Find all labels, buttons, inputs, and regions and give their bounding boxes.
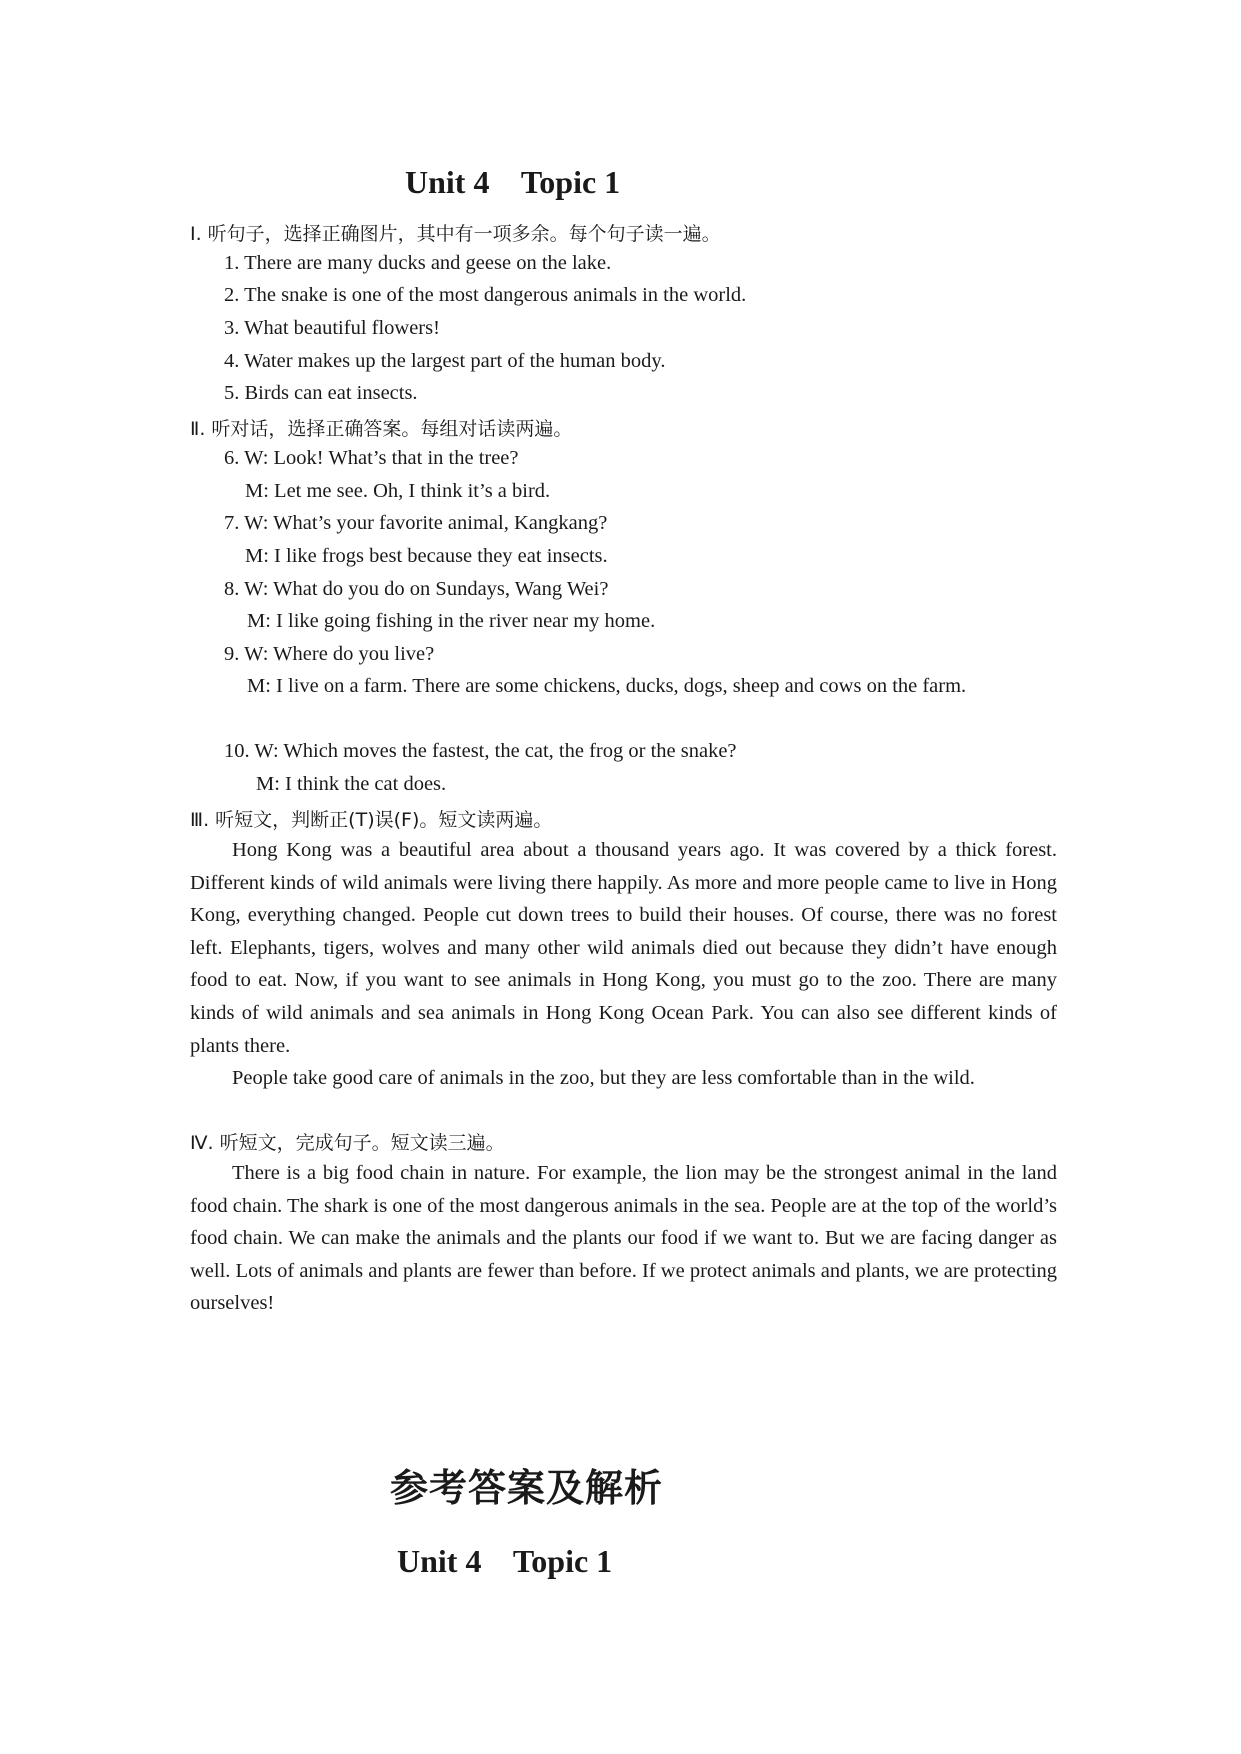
answers-title: 参考答案及解析 bbox=[390, 1465, 664, 1510]
list-item: 1. There are many ducks and geese on the lake. bbox=[224, 252, 612, 274]
section-3-heading: Ⅲ. 听短文，判断正(T)误(F)。短文读两遍。 bbox=[190, 809, 553, 831]
page-title: Unit 4 Topic 1 bbox=[405, 164, 621, 200]
answers-subtitle: Unit 4 Topic 1 bbox=[397, 1543, 613, 1579]
dialog-woman-line: 8. W: What do you do on Sundays, Wang Wei? bbox=[224, 578, 609, 600]
list-item: 2. The snake is one of the most dangerous animals in the world. bbox=[224, 284, 747, 306]
dialog-woman-line: 6. W: Look! What’s that in the tree? bbox=[224, 447, 519, 469]
list-item: 5. Birds can eat insects. bbox=[224, 382, 418, 404]
list-item: 4. Water makes up the largest part of the human body. bbox=[224, 350, 666, 372]
passage-paragraph: Hong Kong was a beautiful area about a thousand years ago. It was covered by a thick forest. Different kinds of wild animals were living there happily. As more and more people came to live in Hong Kong, everything changed. People cut down trees to build their houses. Of course, there was no forest left. Elephants, tigers, wolves and many other wild animals died out because they didn’t have enough food to eat. Now, if you want to see animals in Hong Kong, you must go to the zoo. There are many kinds of wild animals and sea animals in Hong Kong Ocean Park. You can also see different kinds of plants there. bbox=[190, 839, 1057, 1057]
passage-paragraph: People take good care of animals in the zoo, but they are less comfortable than in the wild. bbox=[232, 1067, 975, 1089]
passage-paragraph: There is a big food chain in nature. For example, the lion may be the strongest animal in the land food chain. The shark is one of the most dangerous animals in the sea. People are at the top of the world’s food chain. We can make the animals and the plants our food if we want to. But we are facing danger as well. Lots of animals and plants are fewer than before. If we protect animals and plants, we are protecting ourselves! bbox=[190, 1162, 1057, 1315]
dialog-man-line: M: I live on a farm. There are some chickens, ducks, dogs, sheep and cows on the farm. bbox=[247, 675, 967, 697]
section-1-heading: Ⅰ. 听句子，选择正确图片，其中有一项多余。每个句子读一遍。 bbox=[190, 223, 721, 245]
dialog-man-line: M: I like going fishing in the river near my home. bbox=[247, 610, 656, 632]
dialog-man-line: M: I like frogs best because they eat insects. bbox=[245, 545, 608, 567]
dialog-woman-line: 9. W: Where do you live? bbox=[224, 643, 435, 665]
section-4-heading: Ⅳ. 听短文，完成句子。短文读三遍。 bbox=[190, 1132, 505, 1154]
dialog-woman-line: 7. W: What’s your favorite animal, Kangkang? bbox=[224, 512, 608, 534]
dialog-man-line: M: Let me see. Oh, I think it’s a bird. bbox=[245, 480, 551, 502]
dialog-woman-line: 10. W: Which moves the fastest, the cat, the frog or the snake? bbox=[224, 740, 737, 762]
dialog-man-line: M: I think the cat does. bbox=[256, 773, 447, 795]
section-2-heading: Ⅱ. 听对话，选择正确答案。每组对话读两遍。 bbox=[190, 418, 573, 440]
list-item: 3. What beautiful flowers! bbox=[224, 317, 440, 339]
